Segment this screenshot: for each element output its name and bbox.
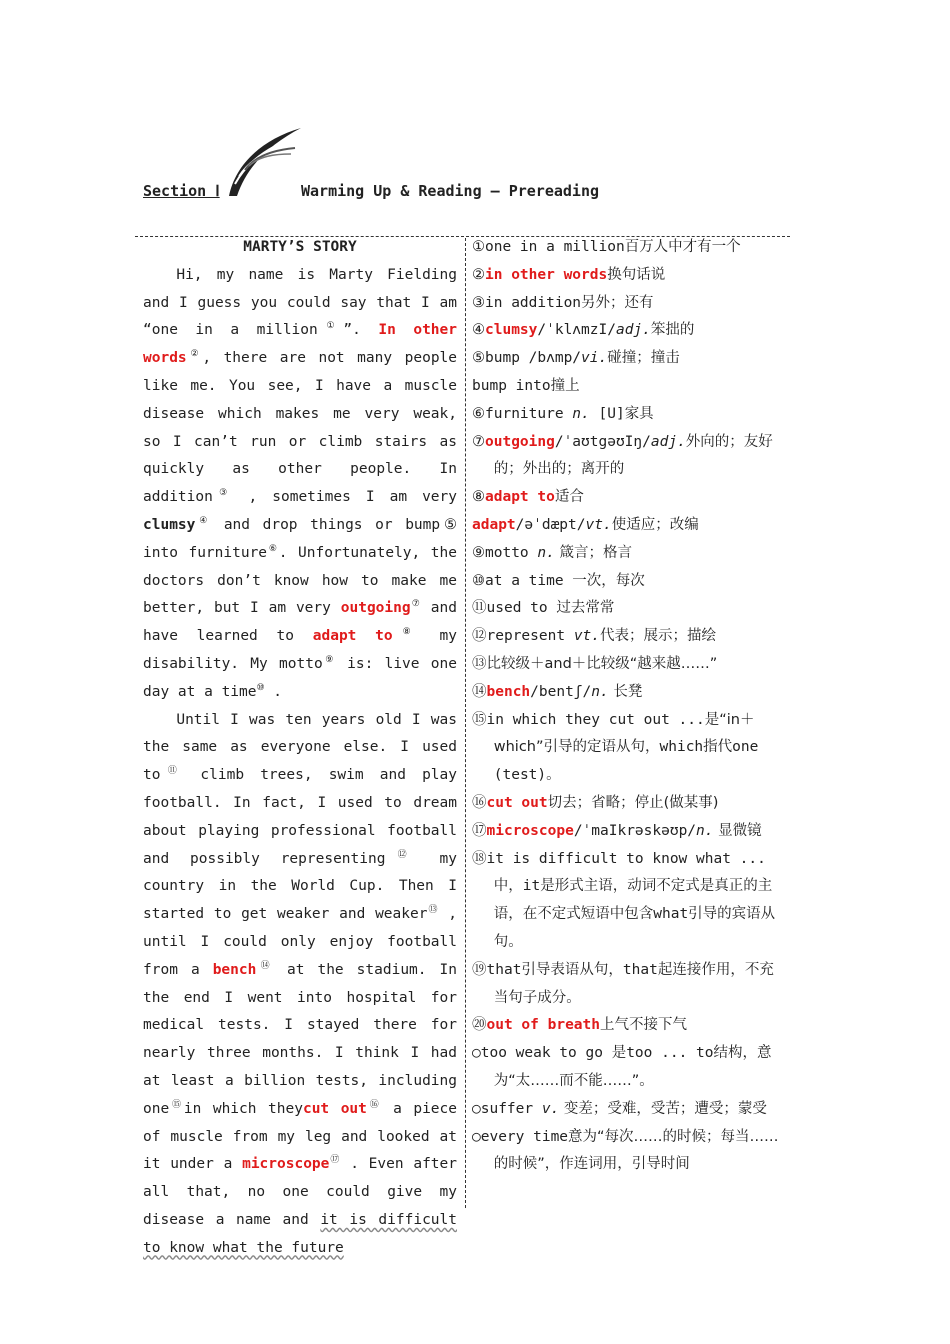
text-run: 箴言；格言 [554, 544, 632, 561]
text-run: my country in the World Cup. Then I started to get weaker and weaker [143, 850, 457, 923]
text-run: 代表；展示；描绘 [600, 628, 717, 645]
vocab-note [472, 262, 784, 290]
text-run: 笨拙的 [650, 322, 695, 339]
text-run: . Unfortunately, the doctors don’t know how to make me better, but I am very [143, 544, 457, 617]
text-run: a piece of muscle from my leg and looked at it under a [143, 1100, 457, 1173]
text-run: ⑥furniture [472, 405, 573, 422]
text-run: ⑱it is difficult to know what ... [472, 850, 766, 867]
text-run: 显微镜 [713, 822, 762, 839]
text-run: ⑨ [322, 655, 336, 666]
text-run: ⑩at a time [472, 572, 573, 589]
text-run: ①one in a million [472, 239, 625, 255]
text-run: . [264, 683, 283, 700]
vocab-note [472, 818, 784, 846]
text-run: adapt [472, 516, 516, 533]
vocab-note [472, 1124, 784, 1180]
page-title: Warming Up & Reading — Prereading [301, 182, 600, 200]
text-run: 家具 [624, 405, 654, 422]
text-run: ⑮in which they cut out ... [472, 711, 705, 728]
text-run: ⑬ [472, 655, 487, 672]
text-run: 百万人中才有一个 [624, 239, 741, 255]
text-run: ⑥ [267, 543, 279, 554]
text-run: bench [212, 961, 257, 978]
text-run: n. [537, 544, 555, 561]
text-run: 比较级＋and＋比较级“越来越……” [486, 655, 718, 672]
text-run: vi. [581, 350, 608, 367]
text-run: ⑭ [472, 683, 487, 700]
text-run: is: live one day at a time [143, 655, 457, 700]
vocab-note [472, 429, 784, 485]
text-run: 撞上 [550, 377, 580, 394]
text-run: ⑦ [472, 433, 485, 450]
text-run: ③in addition [472, 294, 582, 311]
text-run: that [622, 961, 658, 978]
text-run: 另外；还有 [581, 294, 654, 311]
text-run: ⑨motto [472, 544, 538, 561]
text-run: ⑪used to [472, 600, 557, 617]
text-run: 结构，意为“太……而不能……”。 [493, 1045, 772, 1089]
vocab-note [472, 651, 784, 679]
text-run: /bentʃ/ [530, 683, 592, 700]
text-run: 使适应；改编 [611, 516, 699, 533]
text-run: it [522, 878, 541, 895]
vocab-note [472, 707, 784, 790]
text-run: which [659, 739, 704, 756]
text-run: ⑮ [169, 1099, 184, 1110]
text-run: ”. [343, 322, 379, 339]
text-run: ④ [195, 516, 212, 527]
text-run: /ˈklʌmzI/ [537, 322, 616, 339]
text-run: 起连接作用，不充当句子成分。 [493, 961, 774, 1006]
text-run: in which they [183, 1100, 303, 1117]
text-run: ⑰ [329, 1155, 341, 1166]
text-run: [U] [589, 405, 625, 422]
vocab-note [472, 1040, 784, 1096]
text-run: ② [186, 349, 203, 360]
text-run: bump into [472, 377, 551, 394]
text-run: vt. [573, 628, 601, 645]
vocab-note [472, 790, 784, 818]
vocab-note [472, 290, 784, 318]
text-run: and have learned to [143, 600, 457, 645]
text-run: 切去；省略；停止(做某事) [547, 794, 719, 811]
text-run: ② [472, 266, 485, 283]
text-run: clumsy [485, 322, 538, 339]
text-run: outgoing [340, 600, 411, 617]
text-run: ① [317, 321, 344, 332]
text-run: what [653, 906, 689, 923]
text-run: , sometimes I am very [233, 489, 457, 506]
text-run: vt. [585, 516, 612, 533]
vocab-note [472, 345, 784, 373]
text-run: adapt to [312, 628, 393, 645]
text-run: , there are not many people like me. You see, I have a muscle disease which makes me very weak, so I can’t run or climb stairs as quickly as other people. In addition [143, 350, 458, 506]
text-run: ⑯ [472, 794, 487, 811]
vocab-note [472, 484, 784, 512]
text-run: ⑬ [427, 905, 439, 916]
text-run: ○every time [472, 1128, 569, 1145]
text-run: Until I was ten years old I was the same as everyone else. I used to [143, 711, 457, 784]
text-run: /ˈaʊtgəʊIŋ/ [554, 433, 651, 450]
text-run: 意为“每次……的时候；每当……的时候”，作连词用，引导时间 [493, 1128, 779, 1173]
text-run: 是“in＋which”引导的定语从句， [493, 711, 755, 756]
text-run: ⑦ [410, 599, 421, 610]
text-run: n. [572, 405, 590, 422]
vocab-note [472, 401, 784, 429]
text-run: one (test) [493, 739, 759, 784]
text-run: ④ [472, 322, 485, 339]
notes-column [472, 234, 784, 1179]
text-run: and drop things or bump⑤ into furniture [143, 516, 457, 561]
text-run: ⑳ [472, 1017, 487, 1034]
story-column [143, 234, 457, 1262]
text-run: . Even after all that, no one could give my disease a name and [143, 1156, 457, 1228]
text-run: bench [486, 683, 531, 700]
vocab-note [472, 846, 784, 957]
text-run: outgoing [485, 433, 555, 450]
text-run: 是 [611, 1045, 627, 1062]
text-run: climb trees, swim and play football. In fact, I used to dream about playing professional football and possibly representing [143, 767, 457, 867]
text-run: too ... to [626, 1045, 714, 1062]
text-run: Hi, my name is Marty Fielding and I guess you could say that I am “one in a million [143, 266, 457, 339]
text-run: microscope [242, 1156, 330, 1173]
text-run: out of breath [486, 1017, 600, 1034]
text-run: in other words [485, 266, 608, 283]
text-run: ⑪ [160, 766, 185, 777]
vocab-note [472, 1012, 784, 1040]
text-run: microscope [486, 822, 574, 839]
column-divider [465, 238, 466, 1208]
section-header [143, 178, 803, 208]
text-run: adj. [650, 433, 686, 450]
text-run: /ˈmaIkrəskəʊp/ [573, 822, 697, 839]
story-paragraph-2 [143, 707, 457, 1263]
vocab-note [472, 540, 784, 568]
text-run: 。 [546, 767, 561, 784]
vocab-note [472, 234, 784, 262]
text-run: v. [541, 1100, 560, 1117]
text-run: ⑯ [366, 1099, 382, 1110]
text-run: 引导的宾语从句。 [493, 906, 776, 950]
text-run: ○suffer [472, 1100, 542, 1117]
text-run: In other words [143, 322, 457, 367]
text-run: 适合 [554, 489, 584, 506]
vocab-note [472, 512, 784, 540]
text-run: ⑫ [385, 849, 419, 860]
vocab-note [472, 595, 784, 623]
text-run: ⑧ [392, 627, 421, 638]
text-run: 变差；受难，受苦；遭受；蒙受 [559, 1100, 767, 1117]
section-label: Section Ⅰ [143, 182, 220, 200]
text-run: it is difficult to know what the future [143, 1211, 457, 1256]
vocab-note [472, 1096, 784, 1124]
text-run: ⑲that [472, 961, 522, 978]
text-run: cut out [302, 1100, 367, 1117]
text-run: cut out [486, 794, 548, 811]
text-run: 过去常常 [556, 600, 615, 617]
text-run: 指代 [703, 739, 733, 756]
text-run: ⑤bump /bʌmp/ [472, 350, 582, 367]
text-run: 上气不接下气 [600, 1017, 687, 1034]
text-run: ○too weak to go [472, 1045, 612, 1062]
text-run: ⑫represent [472, 628, 574, 645]
text-run: ③ [212, 488, 234, 499]
text-run: 外向的；友好的；外出的；离开的 [493, 433, 773, 478]
swoosh-logo-icon [225, 126, 305, 198]
vocab-note [472, 957, 784, 1013]
text-run: at the stadium. In the end I went into hospital for medical tests. I stayed there for nearly three months. I think I had at least a billion tests, including one [143, 961, 457, 1117]
text-run: , until I could only enjoy football from a [143, 906, 457, 978]
text-run: 引导表语从句， [521, 961, 623, 978]
text-run: ⑩ [256, 682, 265, 693]
text-run: ⑰ [472, 822, 487, 839]
text-run: my disability. My motto [143, 628, 457, 672]
text-run: 长凳 [608, 683, 643, 700]
text-run: 是形式主语，动词不定式是真正的主语，在不定式短语中包含 [493, 878, 773, 923]
text-run: /əˈdæpt/ [515, 516, 586, 533]
story-title: MARTY’S STORY [243, 239, 357, 255]
text-run: ⑭ [256, 960, 274, 971]
vocab-note [472, 317, 784, 345]
text-run: clumsy [143, 516, 196, 533]
text-run: n. [696, 822, 714, 839]
text-run: adj. [615, 322, 651, 339]
vocab-note [472, 568, 784, 596]
text-run: 碰撞；撞击 [607, 350, 680, 367]
vocab-note [472, 679, 784, 707]
text-run: 一次，每次 [572, 572, 645, 589]
story-paragraph-1 [143, 262, 457, 707]
vocab-note [472, 373, 784, 401]
text-run: 中， [493, 878, 523, 895]
text-run: adapt to [485, 489, 555, 506]
text-run: ⑧ [472, 489, 485, 506]
vocab-note [472, 623, 784, 651]
text-run: n. [591, 683, 609, 700]
text-run: 换句话说 [607, 266, 666, 283]
